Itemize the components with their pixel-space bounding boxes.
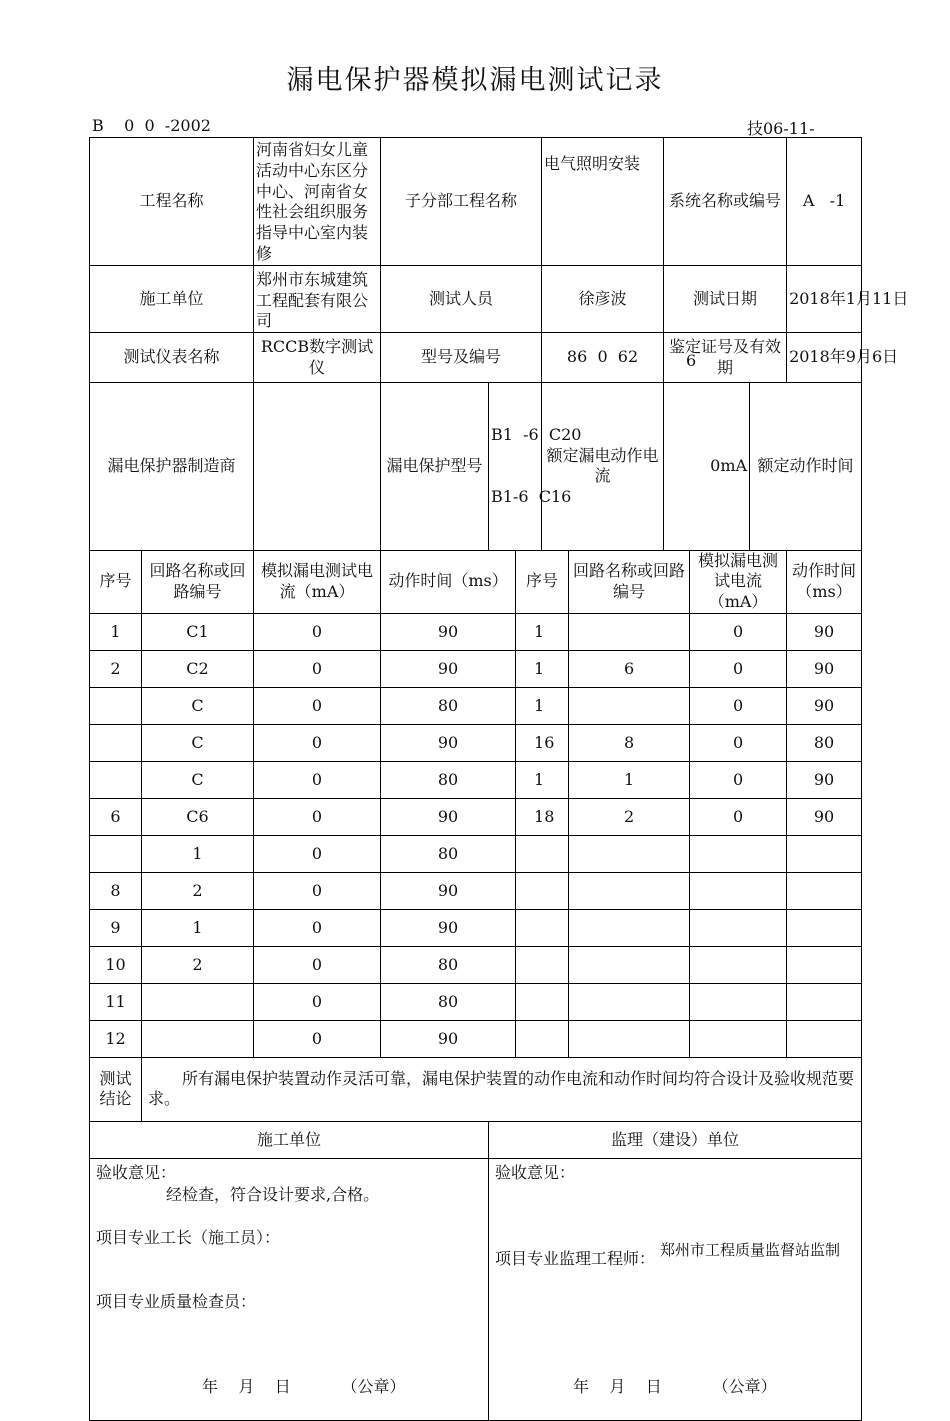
subdivision-value: 电气照明安装 bbox=[542, 138, 664, 266]
document-title: 漏电保护器模拟漏电测试记录 bbox=[286, 65, 664, 96]
current-left: 0 bbox=[254, 835, 381, 872]
current-right bbox=[690, 983, 787, 1020]
circuit-left: C bbox=[142, 761, 254, 798]
time-left: 80 bbox=[381, 835, 516, 872]
cert-mark: 6 bbox=[686, 351, 697, 371]
seq-right: 1 bbox=[516, 761, 569, 798]
data-rows bbox=[90, 613, 862, 1057]
form-code-left: B 0 0 -2002 bbox=[92, 116, 211, 135]
system-value: A -1 bbox=[787, 138, 862, 266]
table-row bbox=[90, 946, 862, 983]
rated-current-value: 0mA bbox=[664, 383, 750, 550]
seq-left: 1 bbox=[90, 613, 142, 650]
table-row bbox=[90, 613, 862, 650]
time-right bbox=[787, 872, 862, 909]
table-row bbox=[90, 872, 862, 909]
circuit-right bbox=[569, 613, 690, 650]
circuit-right bbox=[569, 1020, 690, 1057]
type-label: 漏电保护型号 bbox=[381, 383, 489, 550]
time-right bbox=[787, 983, 862, 1020]
circuit-left: C bbox=[142, 724, 254, 761]
subdivision-label: 子分部工程名称 bbox=[381, 138, 542, 266]
current-right bbox=[690, 946, 787, 983]
circuit-left bbox=[142, 1020, 254, 1057]
table-row bbox=[90, 687, 862, 724]
time-left: 80 bbox=[381, 983, 516, 1020]
time-right bbox=[787, 1020, 862, 1057]
time-left: 80 bbox=[381, 761, 516, 798]
time-left: 80 bbox=[381, 687, 516, 724]
circuit-right: 2 bbox=[569, 798, 690, 835]
current-right bbox=[690, 872, 787, 909]
current-left: 0 bbox=[254, 946, 381, 983]
test-date-label: 测试日期 bbox=[664, 265, 787, 332]
current-right bbox=[690, 1020, 787, 1057]
seq-right: 1 bbox=[516, 687, 569, 724]
type-value-2: B1-6 C16 bbox=[491, 487, 572, 507]
seq-left bbox=[90, 724, 142, 761]
project-value: 河南省妇女儿童活动中心东区分中心、河南省女性社会组织服务指导中心室内装修 bbox=[254, 138, 381, 266]
current-right: 0 bbox=[690, 724, 787, 761]
header-row-maker bbox=[90, 383, 862, 550]
form-code-right: 技06-11- bbox=[747, 119, 815, 138]
current-left: 0 bbox=[254, 872, 381, 909]
circuit-right bbox=[569, 946, 690, 983]
time-left: 90 bbox=[381, 724, 516, 761]
current-left: 0 bbox=[254, 613, 381, 650]
current-right bbox=[690, 835, 787, 872]
circuit-right bbox=[569, 687, 690, 724]
maker-label: 漏电保护器制造商 bbox=[90, 383, 254, 550]
contractor-label: 施工单位 bbox=[90, 265, 254, 332]
seq-right: 1 bbox=[516, 650, 569, 687]
col-seq-right: 序号 bbox=[516, 550, 569, 613]
left-opinion-label: 验收意见： bbox=[96, 1162, 177, 1182]
table-row bbox=[90, 909, 862, 946]
time-right: 90 bbox=[787, 613, 862, 650]
contractor-sign-area bbox=[90, 1158, 489, 1420]
current-right: 0 bbox=[690, 761, 787, 798]
conclusion-body: 所有漏电保护装置动作灵活可靠，漏电保护装置的动作电流和动作时间均符合设计及验收规范要求。 bbox=[148, 1068, 855, 1109]
system-label: 系统名称或编号 bbox=[664, 138, 787, 266]
current-right: 0 bbox=[690, 650, 787, 687]
header-row-project bbox=[90, 138, 862, 266]
table-row bbox=[90, 835, 862, 872]
col-time-left: 动作时间（ms） bbox=[381, 550, 516, 613]
instrument-value: RCCB数字测试仪 bbox=[254, 333, 381, 383]
supervisor-sign-header: 监理（建设）单位 bbox=[489, 1121, 862, 1158]
seq-left: 12 bbox=[90, 1020, 142, 1057]
seq-left bbox=[90, 761, 142, 798]
circuit-left: 1 bbox=[142, 909, 254, 946]
col-time-right: 动作时间（ms） bbox=[787, 550, 862, 613]
record-table bbox=[89, 137, 909, 1421]
supervisor-signature-line: 项目专业监理工程师： bbox=[495, 1248, 656, 1268]
current-left: 0 bbox=[254, 983, 381, 1020]
circuit-right bbox=[569, 835, 690, 872]
column-header-row bbox=[90, 550, 862, 613]
table-row bbox=[90, 1020, 862, 1057]
time-left: 90 bbox=[381, 798, 516, 835]
conclusion-label: 测试结论 bbox=[90, 1057, 142, 1121]
rated-current-label: 额定漏电动作电流 bbox=[542, 383, 664, 550]
time-right bbox=[787, 946, 862, 983]
instrument-label: 测试仪表名称 bbox=[90, 333, 254, 383]
circuit-right bbox=[569, 983, 690, 1020]
time-left: 90 bbox=[381, 1020, 516, 1057]
seq-left bbox=[90, 687, 142, 724]
circuit-left: 2 bbox=[142, 872, 254, 909]
cert-label-text: 鉴定证号及有效期 bbox=[669, 336, 782, 377]
tester-label: 测试人员 bbox=[381, 265, 542, 332]
cert-value: 2018年9月6日 bbox=[787, 333, 862, 383]
inspector-signature-line: 项目专业质量检查员： bbox=[96, 1291, 257, 1311]
time-left: 90 bbox=[381, 650, 516, 687]
seq-right bbox=[516, 835, 569, 872]
circuit-right: 1 bbox=[569, 761, 690, 798]
contractor-sign-header: 施工单位 bbox=[90, 1121, 489, 1158]
time-right: 80 bbox=[787, 724, 862, 761]
current-left: 0 bbox=[254, 1020, 381, 1057]
tester-value: 徐彦波 bbox=[542, 265, 664, 332]
time-right: 90 bbox=[787, 687, 862, 724]
project-label: 工程名称 bbox=[90, 138, 254, 266]
seq-right: 18 bbox=[516, 798, 569, 835]
conclusion-row bbox=[90, 1057, 862, 1121]
footer-issuer: 郑州市工程质量监督站监制 bbox=[659, 1241, 840, 1259]
table-row bbox=[90, 761, 862, 798]
time-right bbox=[787, 835, 862, 872]
seq-right: 1 bbox=[516, 613, 569, 650]
table-row bbox=[90, 798, 862, 835]
seq-right: 16 bbox=[516, 724, 569, 761]
time-right bbox=[787, 909, 862, 946]
type-value bbox=[489, 383, 582, 550]
circuit-left bbox=[142, 983, 254, 1020]
circuit-left: C2 bbox=[142, 650, 254, 687]
contractor-value: 郑州市东城建筑工程配套有限公司 bbox=[254, 265, 381, 332]
circuit-right: 6 bbox=[569, 650, 690, 687]
circuit-left: C6 bbox=[142, 798, 254, 835]
current-left: 0 bbox=[254, 650, 381, 687]
seq-left: 10 bbox=[90, 946, 142, 983]
seq-left: 11 bbox=[90, 983, 142, 1020]
circuit-right bbox=[569, 872, 690, 909]
circuit-right: 8 bbox=[569, 724, 690, 761]
col-circuit-left: 回路名称或回路编号 bbox=[142, 550, 254, 613]
circuit-left: 1 bbox=[142, 835, 254, 872]
table-row bbox=[90, 650, 862, 687]
right-opinion-label: 验收意见： bbox=[495, 1162, 576, 1182]
current-left: 0 bbox=[254, 724, 381, 761]
time-right: 90 bbox=[787, 650, 862, 687]
cert-label bbox=[664, 333, 787, 383]
right-date-seal: 年 月 日 （公章） bbox=[573, 1376, 777, 1396]
current-right: 0 bbox=[690, 687, 787, 724]
left-date-seal: 年 月 日 （公章） bbox=[202, 1376, 406, 1396]
circuit-left: 2 bbox=[142, 946, 254, 983]
sign-body-row bbox=[90, 1158, 862, 1420]
current-right: 0 bbox=[690, 798, 787, 835]
seq-left bbox=[90, 835, 142, 872]
table-row bbox=[90, 724, 862, 761]
col-current-left: 模拟漏电测试电流（mA） bbox=[254, 550, 381, 613]
header-row-contractor bbox=[90, 265, 862, 332]
time-left: 90 bbox=[381, 909, 516, 946]
time-right: 90 bbox=[787, 761, 862, 798]
circuit-right bbox=[569, 909, 690, 946]
test-date-value: 2018年1月11日 bbox=[787, 265, 862, 332]
table-row bbox=[90, 983, 862, 1020]
time-left: 80 bbox=[381, 946, 516, 983]
rated-time-label: 额定动作时间 bbox=[750, 383, 862, 550]
current-left: 0 bbox=[254, 687, 381, 724]
type-value-1: B1 -6 C20 bbox=[491, 424, 582, 444]
current-right: 0 bbox=[690, 613, 787, 650]
seq-right bbox=[516, 1020, 569, 1057]
seq-left: 9 bbox=[90, 909, 142, 946]
seq-right bbox=[516, 872, 569, 909]
current-left: 0 bbox=[254, 909, 381, 946]
left-opinion-text: 经检查，符合设计要求,合格。 bbox=[166, 1184, 380, 1204]
current-left: 0 bbox=[254, 761, 381, 798]
seq-right bbox=[516, 909, 569, 946]
circuit-left: C bbox=[142, 687, 254, 724]
foreman-signature-line: 项目专业工长（施工员）： bbox=[96, 1227, 281, 1247]
seq-left: 8 bbox=[90, 872, 142, 909]
current-left: 0 bbox=[254, 798, 381, 835]
supervisor-sign-area bbox=[489, 1158, 862, 1420]
col-circuit-right: 回路名称或回路编号 bbox=[569, 550, 690, 613]
model-label: 型号及编号 bbox=[381, 333, 542, 383]
circuit-left: C1 bbox=[142, 613, 254, 650]
seq-right bbox=[516, 983, 569, 1020]
seq-left: 2 bbox=[90, 650, 142, 687]
col-seq-left: 序号 bbox=[90, 550, 142, 613]
col-current-right: 模拟漏电测试电流（mA） bbox=[690, 550, 787, 613]
seq-left: 6 bbox=[90, 798, 142, 835]
time-left: 90 bbox=[381, 613, 516, 650]
sign-header-row bbox=[90, 1121, 862, 1158]
current-right bbox=[690, 909, 787, 946]
model-value: 86 0 62 bbox=[542, 333, 664, 383]
time-left: 90 bbox=[381, 872, 516, 909]
maker-value bbox=[254, 383, 381, 550]
time-right: 90 bbox=[787, 798, 862, 835]
conclusion-text bbox=[142, 1057, 862, 1121]
seq-right bbox=[516, 946, 569, 983]
header-row-instrument bbox=[90, 333, 862, 383]
